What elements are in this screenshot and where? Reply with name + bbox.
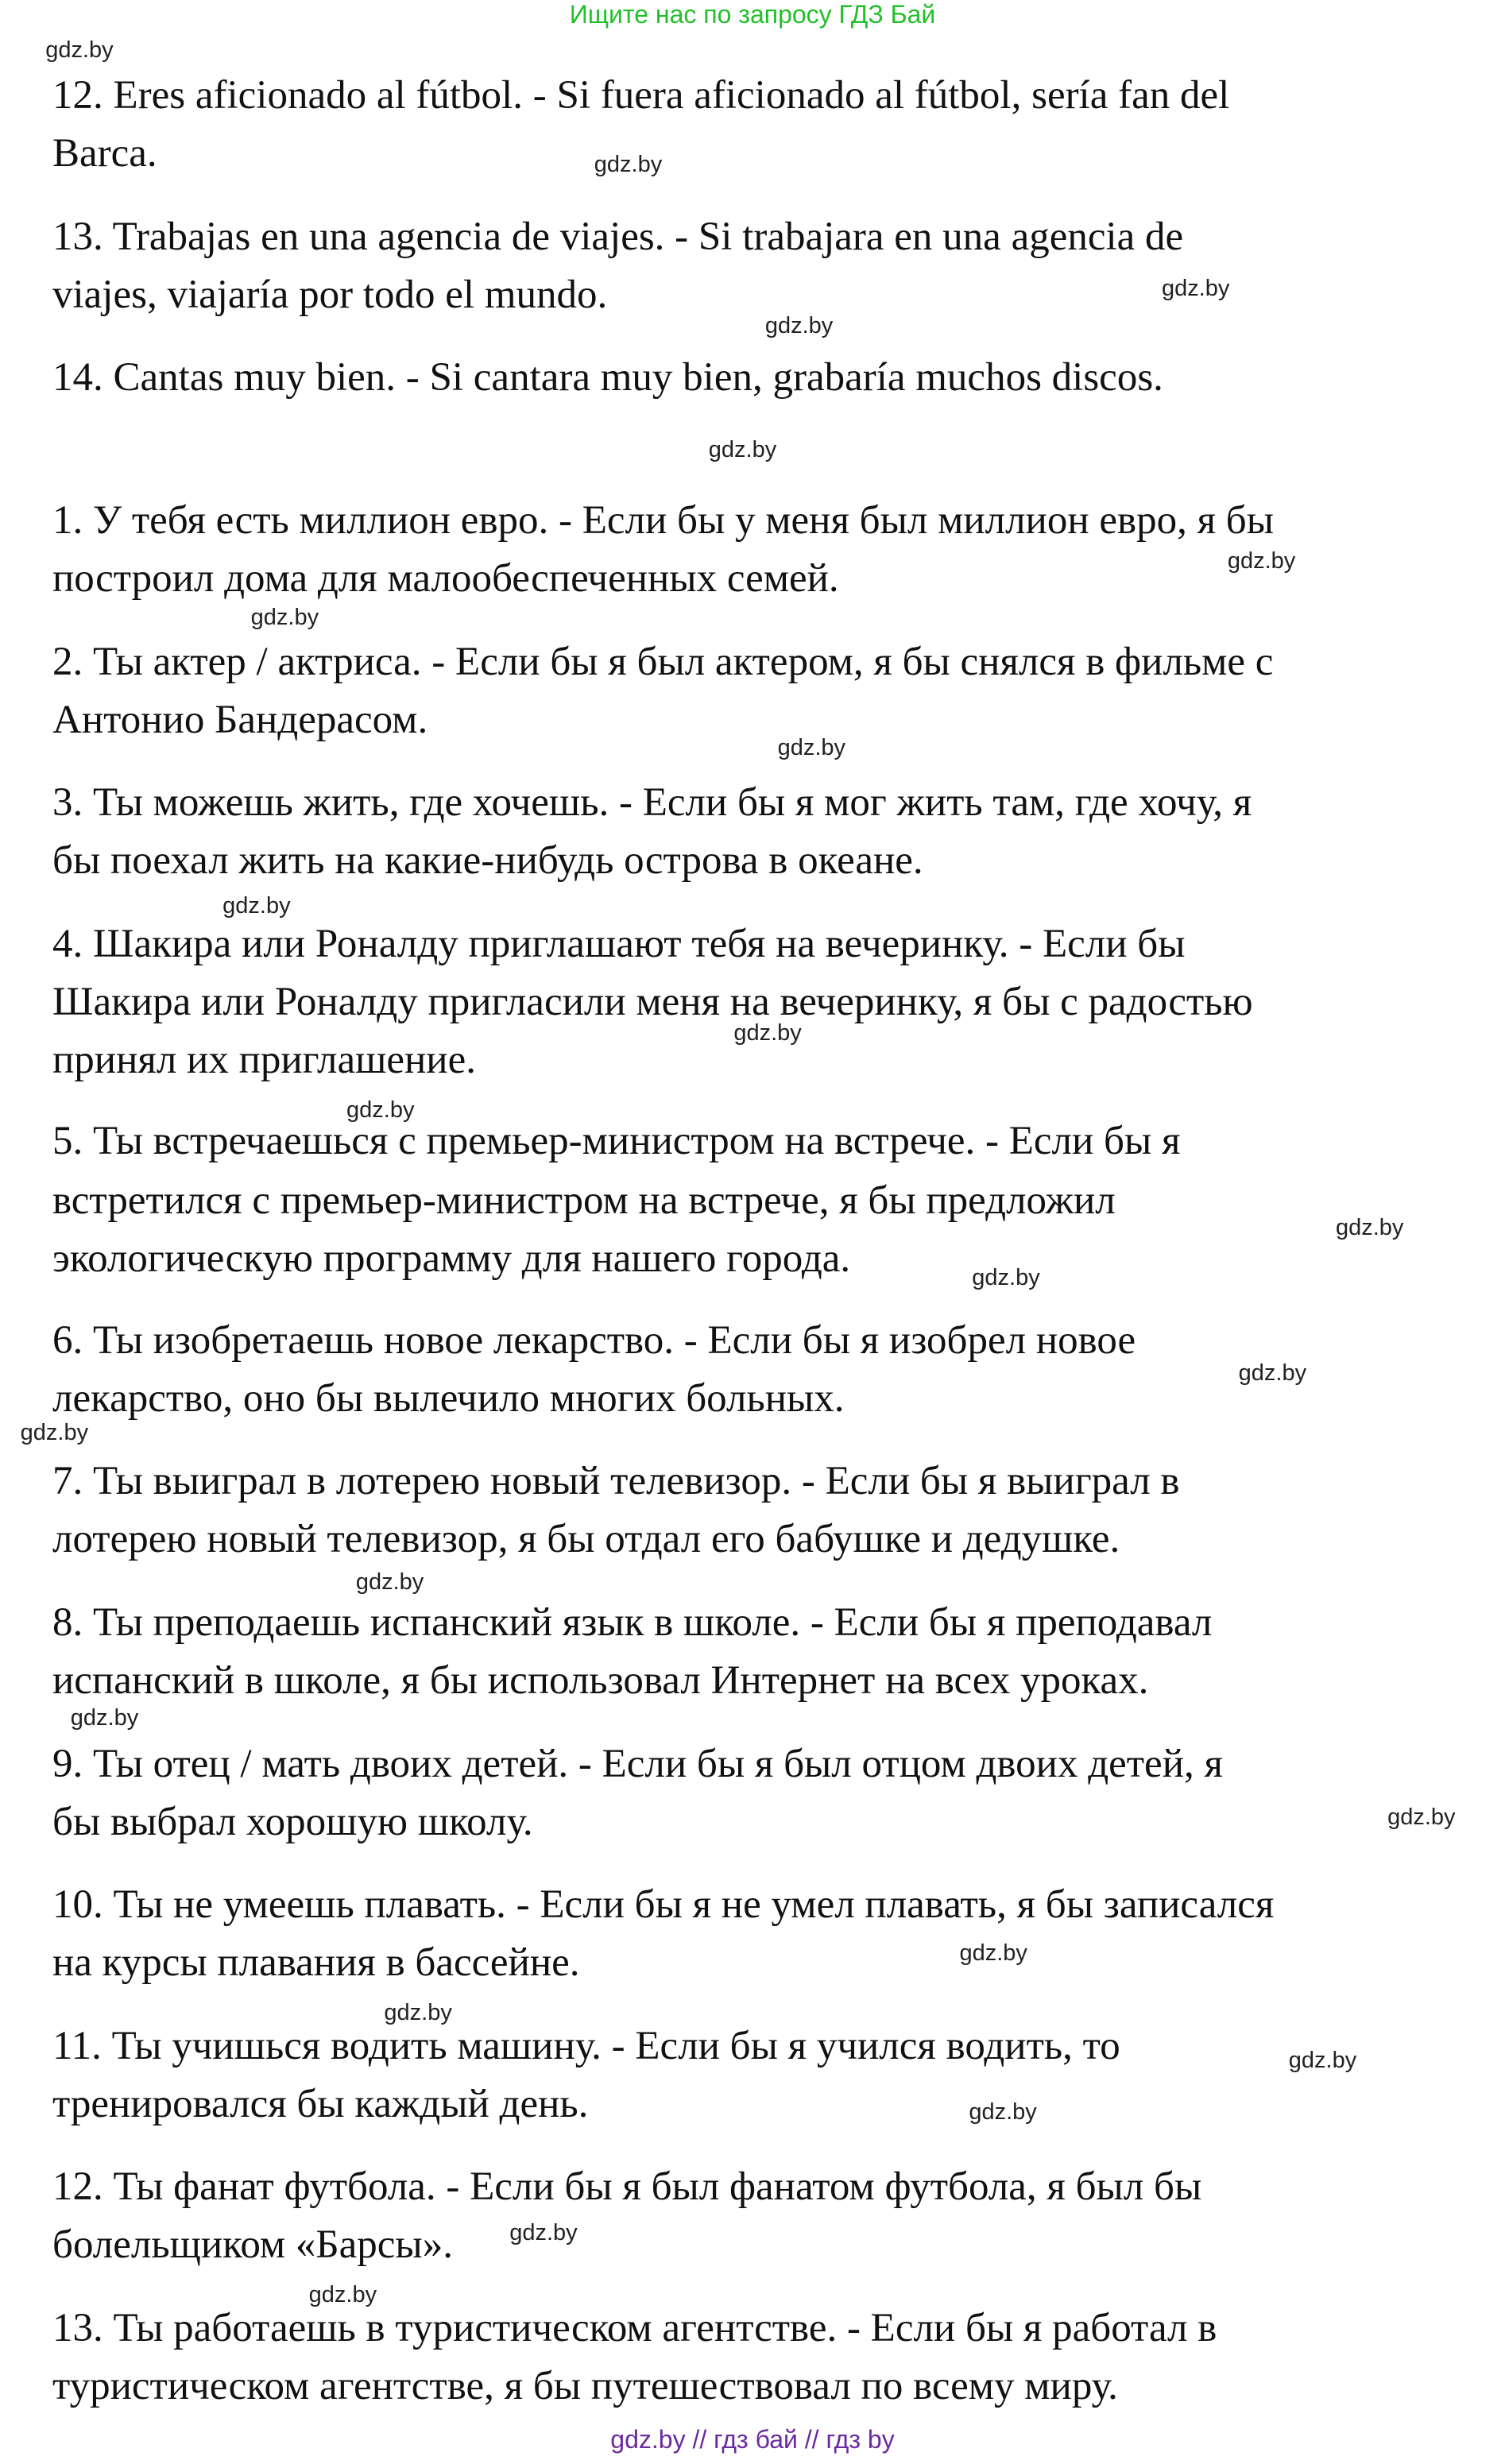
text-line: 13. Ты работаешь в туристическом агентстве. - Если бы я работал в xyxy=(52,2305,1217,2350)
text-line: встретился с премьер-министром на встрече, я бы предложил xyxy=(52,1178,1116,1224)
text-line: построил дома для малообеспеченных семей. xyxy=(52,556,839,601)
text-line: 9. Ты отец / мать двоих детей. - Если бы я был отцом двоих детей, я xyxy=(52,1741,1223,1786)
footer-banner: gdz.by // гдз бай // гдз by xyxy=(610,2425,895,2454)
watermark: gdz.by xyxy=(346,1097,415,1123)
text-line: на курсы плавания в бассейне. xyxy=(52,1940,580,1986)
watermark: gdz.by xyxy=(777,735,846,761)
text-line: 8. Ты преподаешь испанский язык в школе. - Если бы я преподавал xyxy=(52,1600,1213,1646)
watermark: gdz.by xyxy=(222,893,291,919)
text-line: 11. Ты учишься водить машину. - Если бы я учился водить, то xyxy=(52,2023,1120,2068)
text-line: 4. Шакира или Роналду приглашают тебя на вечеринку. - Если бы xyxy=(52,921,1186,966)
watermark: gdz.by xyxy=(733,1020,802,1046)
text-line: 13. Trabajas en una agencia de viajes. - Si trabajara en una agencia de xyxy=(52,214,1184,259)
watermark: gdz.by xyxy=(308,2282,377,2308)
watermark: gdz.by xyxy=(969,2098,1037,2125)
text-line: бы поехал жить на какие-нибудь острова в океане. xyxy=(52,838,923,884)
text-line: 14. Cantas muy bien. - Si cantara muy bien, grabaría muchos discos. xyxy=(52,355,1163,400)
watermark: gdz.by xyxy=(764,313,834,339)
text-line: лотерею новый телевизор, я бы отдал его бабушке и дедушке. xyxy=(52,1517,1120,1562)
watermark: gdz.by xyxy=(355,1569,424,1595)
watermark: gdz.by xyxy=(384,2000,452,2026)
watermark: gdz.by xyxy=(1238,1360,1307,1387)
text-line: испанский в школе, я бы использовал Интернет на всех уроках. xyxy=(52,1658,1149,1704)
text-line: 5. Ты встречаешься с премьер-министром на встрече. - Если бы я xyxy=(52,1119,1181,1164)
text-line: Шакира или Роналду пригласили меня на вечеринку, я бы с радостью xyxy=(52,979,1253,1024)
watermark: gdz.by xyxy=(959,1940,1027,1967)
watermark: gdz.by xyxy=(1387,1804,1456,1830)
watermark: gdz.by xyxy=(972,1264,1040,1290)
watermark: gdz.by xyxy=(45,37,114,64)
text-line: тренировался бы каждый день. xyxy=(52,2081,589,2126)
watermark: gdz.by xyxy=(1288,2047,1357,2073)
watermark: gdz.by xyxy=(250,605,319,631)
text-line: бы выбрал хорошую школу. xyxy=(52,1799,533,1844)
text-line: 12. Ты фанат футбола. - Если бы я был фанатом футбола, я был бы xyxy=(52,2164,1202,2210)
text-line: лекарство, оно бы вылечило многих больных. xyxy=(52,1375,845,1421)
watermark: gdz.by xyxy=(1161,276,1230,302)
text-line: 10. Ты не умеешь плавать. - Если бы я не умел плавать, я бы записался xyxy=(52,1882,1275,1928)
watermark: gdz.by xyxy=(1227,548,1296,574)
text-line: Антонио Бандерасом. xyxy=(52,697,428,742)
text-line: 2. Ты актер / актриса. - Если бы я был актером, я бы снялся в фильме с xyxy=(52,639,1274,684)
text-line: 7. Ты выиграл в лотерею новый телевизор. - Если бы я выиграл в xyxy=(52,1459,1180,1504)
text-line: экологическую программу для нашего города. xyxy=(52,1236,851,1282)
text-line: viajes, viajaría por todo el mundo. xyxy=(52,272,608,317)
watermark: gdz.by xyxy=(594,152,663,178)
text-line: принял их приглашение. xyxy=(52,1037,476,1082)
header-banner: Ищите нас по запросу ГДЗ Бай xyxy=(569,0,936,29)
text-line: туристическом агентстве, я бы путешествовал по всему миру. xyxy=(52,2363,1118,2408)
text-line: болельщиком «Барсы». xyxy=(52,2222,453,2268)
watermark: gdz.by xyxy=(20,1420,89,1446)
watermark: gdz.by xyxy=(1335,1214,1404,1240)
text-line: 6. Ты изобретаешь новое лекарство. - Если бы я изобрел новое xyxy=(52,1317,1136,1363)
text-line: Barca. xyxy=(52,131,157,176)
text-line: 1. У тебя есть миллион евро. - Если бы у меня был миллион евро, я бы xyxy=(52,498,1275,543)
text-line: 3. Ты можешь жить, где хочешь. - Если бы я мог жить там, где хочу, я xyxy=(52,780,1252,826)
watermark: gdz.by xyxy=(70,1705,139,1731)
watermark: gdz.by xyxy=(509,2219,578,2245)
watermark: gdz.by xyxy=(708,437,777,463)
text-line: 12. Eres aficionado al fútbol. - Si fuera aficionado al fútbol, sería fan del xyxy=(52,73,1230,118)
